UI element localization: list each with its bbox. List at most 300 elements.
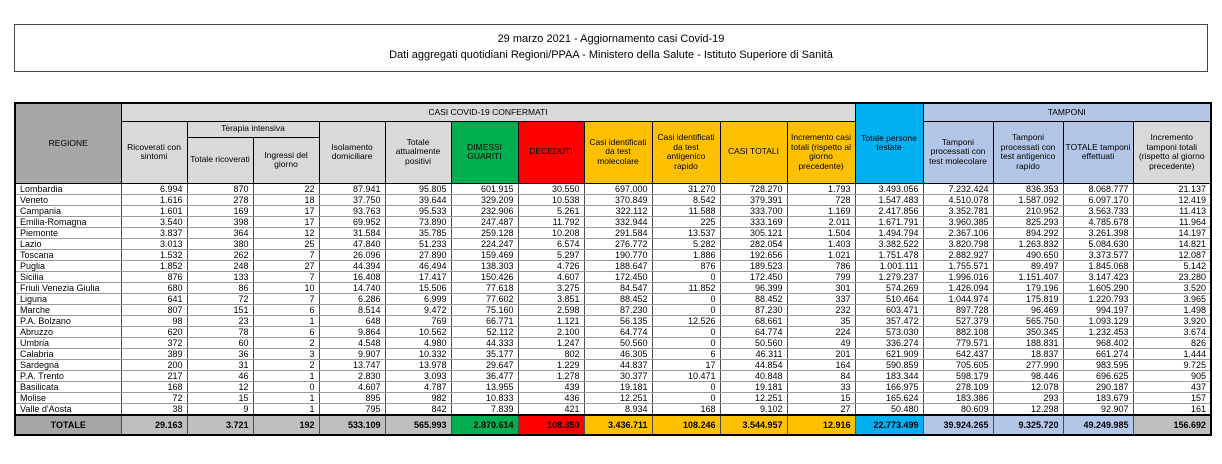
value-cell: 35 <box>787 315 855 326</box>
value-cell: 1.996.016 <box>923 271 993 282</box>
value-cell: 51.233 <box>385 238 451 249</box>
value-cell: 36 <box>187 348 253 359</box>
value-cell: 1 <box>253 315 319 326</box>
value-cell: 3.851 <box>518 293 584 304</box>
value-cell: 795 <box>319 403 385 415</box>
region-name: Sardegna <box>15 359 121 370</box>
value-cell: 157 <box>1133 392 1211 403</box>
table-row <box>15 183 1211 194</box>
value-cell: 329.209 <box>451 194 518 205</box>
value-cell: 8.514 <box>319 304 385 315</box>
value-cell: 175.819 <box>993 293 1063 304</box>
value-cell: 31.584 <box>319 227 385 238</box>
value-cell: 1.044.974 <box>923 293 993 304</box>
value-cell: 842 <box>385 403 451 415</box>
value-cell: 5.297 <box>518 249 584 260</box>
value-cell: 192.656 <box>720 249 787 260</box>
value-cell: 210.952 <box>993 205 1063 216</box>
value-cell: 98.446 <box>993 370 1063 381</box>
value-cell: 46 <box>187 370 253 381</box>
value-cell: 5.084.630 <box>1063 238 1133 249</box>
total-value-cell: 9.325.720 <box>993 415 1063 435</box>
region-name: Calabria <box>15 348 121 359</box>
value-cell: 12 <box>253 227 319 238</box>
value-cell: 1.247 <box>518 337 584 348</box>
value-cell: 46.305 <box>584 348 652 359</box>
value-cell: 12.078 <box>993 381 1063 392</box>
value-cell: 98 <box>121 315 187 326</box>
value-cell: 262 <box>187 249 253 260</box>
column-header-ti-totale: Totale ricoverati <box>187 137 253 183</box>
value-cell: 2.830 <box>319 370 385 381</box>
value-cell: 876 <box>121 271 187 282</box>
value-cell: 380 <box>187 238 253 249</box>
value-cell: 1.616 <box>121 194 187 205</box>
value-cell: 96.469 <box>993 304 1063 315</box>
value-cell: 23.280 <box>1133 271 1211 282</box>
value-cell: 983.595 <box>1063 359 1133 370</box>
value-cell: 6.286 <box>319 293 385 304</box>
value-cell: 232 <box>787 304 855 315</box>
table-row <box>15 238 1211 249</box>
value-cell: 11.413 <box>1133 205 1211 216</box>
value-cell: 728.270 <box>720 183 787 194</box>
value-cell: 322.112 <box>584 205 652 216</box>
region-name: Puglia <box>15 260 121 271</box>
value-cell: 337 <box>787 293 855 304</box>
column-header-casi-totali: CASI TOTALI <box>720 121 787 183</box>
table-row <box>15 370 1211 381</box>
value-cell: 56.135 <box>584 315 652 326</box>
value-cell: 3.093 <box>385 370 451 381</box>
value-cell: 86 <box>187 282 253 293</box>
value-cell: 436 <box>518 392 584 403</box>
value-cell: 11.964 <box>1133 216 1211 227</box>
column-header-casi-molecolare: Casi identificati da test molecolare <box>584 121 652 183</box>
value-cell: 8.068.777 <box>1063 183 1133 194</box>
value-cell: 150.426 <box>451 271 518 282</box>
value-cell: 89.497 <box>993 260 1063 271</box>
value-cell: 3.520 <box>1133 282 1211 293</box>
value-cell: 17 <box>253 216 319 227</box>
value-cell: 172.450 <box>720 271 787 282</box>
value-cell: 78 <box>187 326 253 337</box>
value-cell: 21.137 <box>1133 183 1211 194</box>
table-row <box>15 403 1211 415</box>
value-cell: 895 <box>319 392 385 403</box>
value-cell: 10.471 <box>652 370 720 381</box>
value-cell: 2 <box>253 359 319 370</box>
value-cell: 38 <box>121 403 187 415</box>
value-cell: 421 <box>518 403 584 415</box>
value-cell: 994.197 <box>1063 304 1133 315</box>
total-row <box>15 415 1211 435</box>
value-cell: 620 <box>121 326 187 337</box>
value-cell: 1.751.478 <box>855 249 923 260</box>
value-cell: 36.477 <box>451 370 518 381</box>
value-cell: 10.833 <box>451 392 518 403</box>
column-header-deceduti: DECEDUTI <box>518 121 584 183</box>
column-header-incremento-tamponi: Incremento tamponi totali (rispetto al giorno precedente) <box>1133 121 1211 183</box>
region-name: Lombardia <box>15 183 121 194</box>
value-cell: 8.934 <box>584 403 652 415</box>
value-cell: 190.770 <box>584 249 652 260</box>
value-cell: 224.247 <box>451 238 518 249</box>
value-cell: 50.560 <box>584 337 652 348</box>
value-cell: 2.417.856 <box>855 205 923 216</box>
value-cell: 4.548 <box>319 337 385 348</box>
value-cell: 1.532 <box>121 249 187 260</box>
value-cell: 3 <box>253 348 319 359</box>
value-cell: 13.978 <box>385 359 451 370</box>
value-cell: 1.169 <box>787 205 855 216</box>
region-name: Liguria <box>15 293 121 304</box>
value-cell: 1.886 <box>652 249 720 260</box>
value-cell: 200 <box>121 359 187 370</box>
value-cell: 1.001.111 <box>855 260 923 271</box>
value-cell: 4.607 <box>319 381 385 392</box>
value-cell: 10.538 <box>518 194 584 205</box>
value-cell: 4.607 <box>518 271 584 282</box>
value-cell: 13.747 <box>319 359 385 370</box>
total-value-cell: 3.436.711 <box>584 415 652 435</box>
value-cell: 389 <box>121 348 187 359</box>
value-cell: 0 <box>652 326 720 337</box>
value-cell: 0 <box>253 381 319 392</box>
value-cell: 1.426.094 <box>923 282 993 293</box>
value-cell: 3.960.385 <box>923 216 993 227</box>
region-name: P.A. Trento <box>15 370 121 381</box>
value-cell: 6 <box>652 348 720 359</box>
value-cell: 80.609 <box>923 403 993 415</box>
value-cell: 0 <box>652 271 720 282</box>
column-header-ti-ingressi: Ingressi del giorno <box>253 137 319 183</box>
value-cell: 73.890 <box>385 216 451 227</box>
value-cell: 14.821 <box>1133 238 1211 249</box>
value-cell: 439 <box>518 381 584 392</box>
value-cell: 799 <box>787 271 855 282</box>
value-cell: 93.763 <box>319 205 385 216</box>
value-cell: 305.121 <box>720 227 787 238</box>
value-cell: 64.774 <box>720 326 787 337</box>
value-cell: 301 <box>787 282 855 293</box>
region-name: Toscana <box>15 249 121 260</box>
value-cell: 728 <box>787 194 855 205</box>
value-cell: 6.999 <box>385 293 451 304</box>
value-cell: 802 <box>518 348 584 359</box>
value-cell: 30.550 <box>518 183 584 194</box>
value-cell: 3.147.423 <box>1063 271 1133 282</box>
value-cell: 282.054 <box>720 238 787 249</box>
value-cell: 5.142 <box>1133 260 1211 271</box>
value-cell: 333.169 <box>720 216 787 227</box>
value-cell: 52.112 <box>451 326 518 337</box>
value-cell: 68.661 <box>720 315 787 326</box>
value-cell: 23 <box>187 315 253 326</box>
total-value-cell: 533.109 <box>319 415 385 435</box>
value-cell: 84.547 <box>584 282 652 293</box>
value-cell: 19.181 <box>584 381 652 392</box>
value-cell: 161 <box>1133 403 1211 415</box>
value-cell: 11.852 <box>652 282 720 293</box>
value-cell: 247.487 <box>451 216 518 227</box>
value-cell: 982 <box>385 392 451 403</box>
value-cell: 33 <box>787 381 855 392</box>
value-cell: 12.298 <box>993 403 1063 415</box>
value-cell: 680 <box>121 282 187 293</box>
region-name: Basilicata <box>15 381 121 392</box>
value-cell: 11.588 <box>652 205 720 216</box>
value-cell: 1.021 <box>787 249 855 260</box>
value-cell: 225 <box>652 216 720 227</box>
value-cell: 648 <box>319 315 385 326</box>
total-value-cell: 2.870.614 <box>451 415 518 435</box>
value-cell: 13.537 <box>652 227 720 238</box>
value-cell: 601.915 <box>451 183 518 194</box>
table-row <box>15 337 1211 348</box>
value-cell: 5.261 <box>518 205 584 216</box>
column-header-regione: REGIONE <box>15 103 121 183</box>
value-cell: 1.547.483 <box>855 194 923 205</box>
value-cell: 7 <box>253 249 319 260</box>
table-row <box>15 304 1211 315</box>
value-cell: 379.391 <box>720 194 787 205</box>
value-cell: 1.151.407 <box>993 271 1063 282</box>
value-cell: 88.452 <box>584 293 652 304</box>
value-cell: 13.955 <box>451 381 518 392</box>
total-value-cell: 156.692 <box>1133 415 1211 435</box>
value-cell: 1.220.793 <box>1063 293 1133 304</box>
table-row <box>15 392 1211 403</box>
value-cell: 87.230 <box>720 304 787 315</box>
value-cell: 905 <box>1133 370 1211 381</box>
table-row <box>15 282 1211 293</box>
value-cell: 0 <box>652 337 720 348</box>
value-cell: 27 <box>253 260 319 271</box>
value-cell: 7 <box>253 271 319 282</box>
value-cell: 870 <box>187 183 253 194</box>
table-row <box>15 315 1211 326</box>
value-cell: 12.087 <box>1133 249 1211 260</box>
value-cell: 66.771 <box>451 315 518 326</box>
value-cell: 172.450 <box>584 271 652 282</box>
region-name: Abruzzo <box>15 326 121 337</box>
value-cell: 697.000 <box>584 183 652 194</box>
value-cell: 232.906 <box>451 205 518 216</box>
value-cell: 3.563.733 <box>1063 205 1133 216</box>
value-cell: 0 <box>652 381 720 392</box>
value-cell: 75.160 <box>451 304 518 315</box>
value-cell: 621.909 <box>855 348 923 359</box>
value-cell: 4.785.678 <box>1063 216 1133 227</box>
value-cell: 95.533 <box>385 205 451 216</box>
value-cell: 39.644 <box>385 194 451 205</box>
value-cell: 7.839 <box>451 403 518 415</box>
value-cell: 0 <box>652 392 720 403</box>
value-cell: 1.587.092 <box>993 194 1063 205</box>
value-cell: 9.725 <box>1133 359 1211 370</box>
value-cell: 3.837 <box>121 227 187 238</box>
table-row <box>15 348 1211 359</box>
value-cell: 4.510.078 <box>923 194 993 205</box>
region-name: Molise <box>15 392 121 403</box>
value-cell: 18.837 <box>993 348 1063 359</box>
value-cell: 40.848 <box>720 370 787 381</box>
group-header-casi-confermati: CASI COVID-19 CONFERMATI <box>121 103 855 121</box>
value-cell: 151 <box>187 304 253 315</box>
value-cell: 46.311 <box>720 348 787 359</box>
value-cell: 779.571 <box>923 337 993 348</box>
value-cell: 14.197 <box>1133 227 1211 238</box>
value-cell: 897.728 <box>923 304 993 315</box>
value-cell: 398 <box>187 216 253 227</box>
value-cell: 3.261.398 <box>1063 227 1133 238</box>
value-cell: 9.864 <box>319 326 385 337</box>
value-cell: 165.624 <box>855 392 923 403</box>
column-header-ricoverati: Ricoverati con sintomi <box>121 121 187 183</box>
title-line-1: 29 marzo 2021 - Aggiornamento casi Covid-19 <box>497 33 725 45</box>
value-cell: 2.100 <box>518 326 584 337</box>
value-cell: 3.382.522 <box>855 238 923 249</box>
value-cell: 3.013 <box>121 238 187 249</box>
value-cell: 573.030 <box>855 326 923 337</box>
value-cell: 27.890 <box>385 249 451 260</box>
value-cell: 188.647 <box>584 260 652 271</box>
column-header-casi-antigenico: Casi identificati da test antigenico rapido <box>652 121 720 183</box>
value-cell: 278 <box>187 194 253 205</box>
table-row <box>15 271 1211 282</box>
value-cell: 7.232.424 <box>923 183 993 194</box>
value-cell: 9.102 <box>720 403 787 415</box>
value-cell: 6.994 <box>121 183 187 194</box>
value-cell: 9.472 <box>385 304 451 315</box>
covid-data-table <box>14 102 1212 436</box>
value-cell: 642.437 <box>923 348 993 359</box>
value-cell: 29.647 <box>451 359 518 370</box>
value-cell: 882.108 <box>923 326 993 337</box>
value-cell: 95.805 <box>385 183 451 194</box>
value-cell: 12 <box>187 381 253 392</box>
value-cell: 6 <box>253 304 319 315</box>
value-cell: 277.990 <box>993 359 1063 370</box>
value-cell: 12.251 <box>720 392 787 403</box>
value-cell: 138.303 <box>451 260 518 271</box>
table-row <box>15 359 1211 370</box>
region-name: Lazio <box>15 238 121 249</box>
value-cell: 1.279.237 <box>855 271 923 282</box>
value-cell: 0 <box>652 293 720 304</box>
value-cell: 1.793 <box>787 183 855 194</box>
value-cell: 490.650 <box>993 249 1063 260</box>
value-cell: 364 <box>187 227 253 238</box>
value-cell: 1.232.453 <box>1063 326 1133 337</box>
value-cell: 1.444 <box>1133 348 1211 359</box>
value-cell: 705.605 <box>923 359 993 370</box>
value-cell: 18 <box>253 194 319 205</box>
value-cell: 6 <box>253 326 319 337</box>
value-cell: 3.275 <box>518 282 584 293</box>
value-cell: 1.278 <box>518 370 584 381</box>
value-cell: 641 <box>121 293 187 304</box>
region-name: Umbria <box>15 337 121 348</box>
total-value-cell: 108.246 <box>652 415 720 435</box>
column-header-tamponi-totale: TOTALE tamponi effettuati <box>1063 121 1133 183</box>
value-cell: 1 <box>253 370 319 381</box>
value-cell: 836.353 <box>993 183 1063 194</box>
total-value-cell: 565.993 <box>385 415 451 435</box>
value-cell: 183.386 <box>923 392 993 403</box>
value-cell: 565.750 <box>993 315 1063 326</box>
value-cell: 15 <box>787 392 855 403</box>
value-cell: 88.452 <box>720 293 787 304</box>
value-cell: 10.332 <box>385 348 451 359</box>
value-cell: 276.772 <box>584 238 652 249</box>
value-cell: 290.187 <box>1063 381 1133 392</box>
value-cell: 1.494.794 <box>855 227 923 238</box>
value-cell: 46.494 <box>385 260 451 271</box>
value-cell: 437 <box>1133 381 1211 392</box>
value-cell: 168 <box>652 403 720 415</box>
value-cell: 5.282 <box>652 238 720 249</box>
value-cell: 69.952 <box>319 216 385 227</box>
value-cell: 183.344 <box>855 370 923 381</box>
table-row <box>15 194 1211 205</box>
value-cell: 350.345 <box>993 326 1063 337</box>
value-cell: 169 <box>187 205 253 216</box>
value-cell: 188.831 <box>993 337 1063 348</box>
value-cell: 2.598 <box>518 304 584 315</box>
value-cell: 9.907 <box>319 348 385 359</box>
table-row <box>15 205 1211 216</box>
value-cell: 1 <box>253 403 319 415</box>
column-header-incremento-casi: Incremento casi totali (rispetto al giorno precedente) <box>787 121 855 183</box>
region-name: Piemonte <box>15 227 121 238</box>
region-name: Valle d'Aosta <box>15 403 121 415</box>
value-cell: 372 <box>121 337 187 348</box>
value-cell: 84 <box>787 370 855 381</box>
region-name: Veneto <box>15 194 121 205</box>
value-cell: 1.403 <box>787 238 855 249</box>
value-cell: 4.980 <box>385 337 451 348</box>
total-value-cell: 3.544.957 <box>720 415 787 435</box>
value-cell: 133 <box>187 271 253 282</box>
value-cell: 357.472 <box>855 315 923 326</box>
value-cell: 3.540 <box>121 216 187 227</box>
value-cell: 50.480 <box>855 403 923 415</box>
value-cell: 15 <box>187 392 253 403</box>
value-cell: 9 <box>187 403 253 415</box>
column-header-dimessi-guariti: DIMESSI GUARITI <box>451 121 518 183</box>
value-cell: 807 <box>121 304 187 315</box>
value-cell: 1.498 <box>1133 304 1211 315</box>
total-value-cell: 12.916 <box>787 415 855 435</box>
value-cell: 19.181 <box>720 381 787 392</box>
value-cell: 769 <box>385 315 451 326</box>
value-cell: 92.907 <box>1063 403 1133 415</box>
value-cell: 47.840 <box>319 238 385 249</box>
region-name: Campania <box>15 205 121 216</box>
value-cell: 2.367.106 <box>923 227 993 238</box>
table-body <box>15 183 1211 435</box>
group-header-terapia-intensiva: Terapia intensiva <box>187 121 319 137</box>
total-value-cell: 49.249.985 <box>1063 415 1133 435</box>
value-cell: 2 <box>253 337 319 348</box>
value-cell: 826 <box>1133 337 1211 348</box>
value-cell: 1.671.791 <box>855 216 923 227</box>
table-row <box>15 260 1211 271</box>
value-cell: 1.601 <box>121 205 187 216</box>
value-cell: 96.399 <box>720 282 787 293</box>
